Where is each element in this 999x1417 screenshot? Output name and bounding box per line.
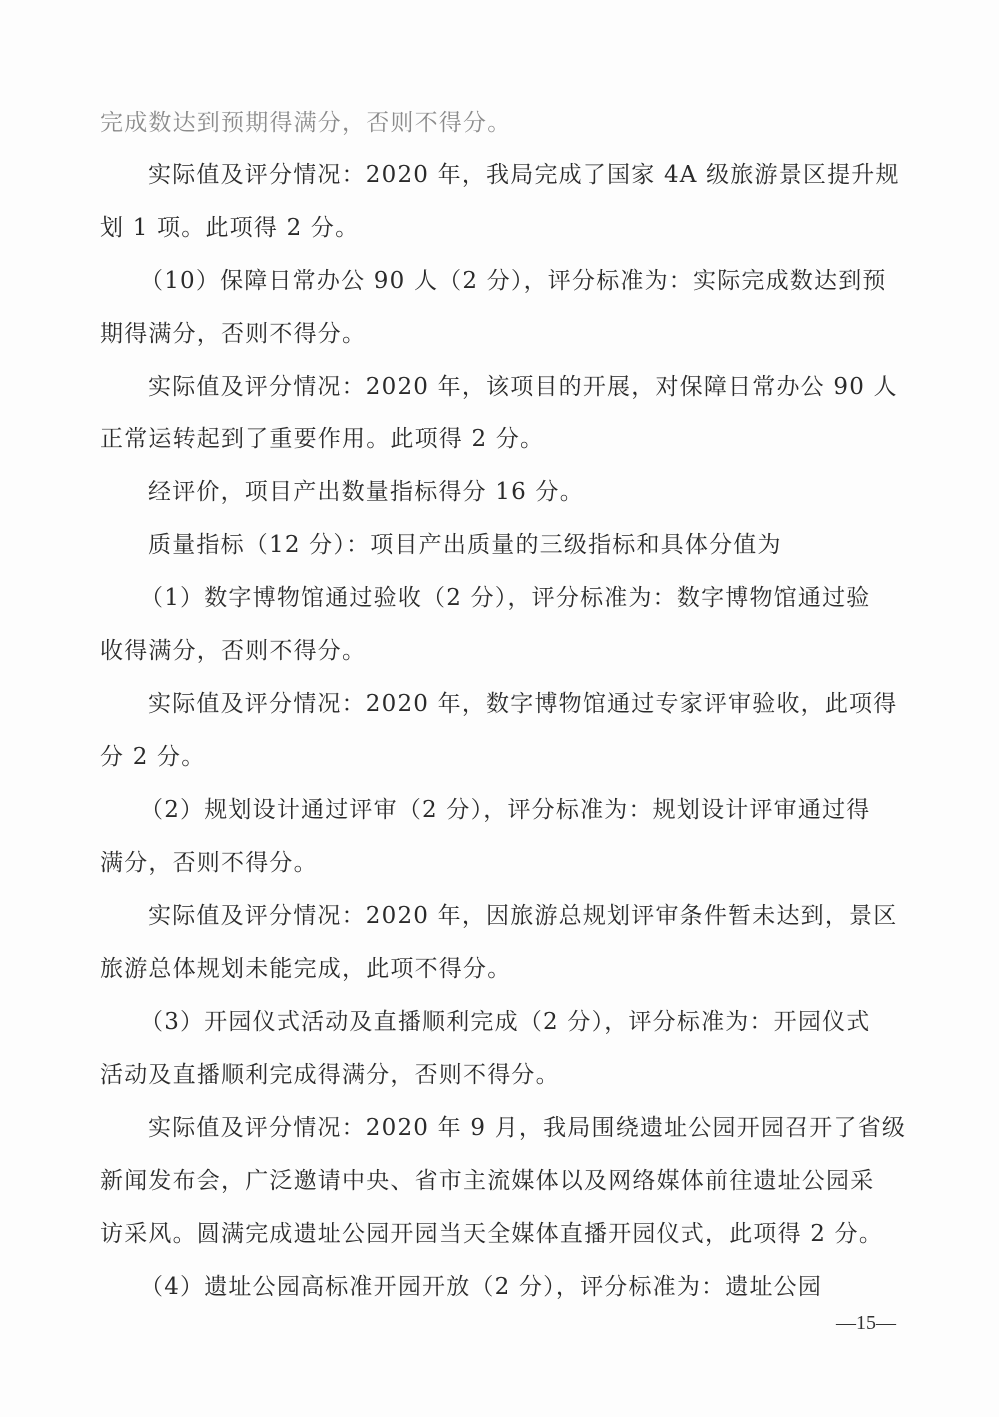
text-line: 正常运转起到了重要作用。此项得 2 分。 — [100, 426, 545, 452]
text-line: （2）规划设计通过评审（2 分），评分标准为：规划设计评审通过得 — [140, 797, 871, 823]
text-line: 实际值及评分情况：2020 年，数字博物馆通过专家评审验收，此项得 — [148, 691, 898, 717]
text-line: 实际值及评分情况：2020 年，该项目的开展，对保障日常办公 90 人 — [148, 374, 898, 400]
text-line: （3）开园仪式活动及直播顺利完成（2 分），评分标准为：开园仪式 — [140, 1009, 871, 1035]
text-line: 完成数达到预期得满分，否则不得分。 — [100, 110, 512, 136]
text-line: 访采风。圆满完成遗址公园开园当天全媒体直播开园仪式，此项得 2 分。 — [100, 1221, 884, 1247]
text-line: （4）遗址公园高标准开园开放（2 分），评分标准为：遗址公园 — [140, 1274, 823, 1300]
text-line: 旅游总体规划未能完成，此项不得分。 — [100, 956, 512, 982]
text-line: 实际值及评分情况：2020 年 9 月，我局围绕遗址公园开园召开了省级 — [148, 1115, 907, 1141]
text-line: 经评价，项目产出数量指标得分 16 分。 — [148, 479, 584, 505]
text-line: 新闻发布会，广泛邀请中央、省市主流媒体以及网络媒体前往遗址公园采 — [100, 1168, 875, 1194]
text-line: 收得满分，否则不得分。 — [100, 638, 367, 664]
text-line: 实际值及评分情况：2020 年，我局完成了国家 4A 级旅游景区提升规 — [148, 162, 900, 188]
text-line: 活动及直播顺利完成得满分，否则不得分。 — [100, 1062, 560, 1088]
text-line: （10）保障日常办公 90 人（2 分），评分标准为：实际完成数达到预 — [140, 268, 887, 294]
text-line: （1）数字博物馆通过验收（2 分），评分标准为：数字博物馆通过验 — [140, 585, 871, 611]
page-number: —15— — [836, 1312, 896, 1334]
text-line: 质量指标（12 分）：项目产出质量的三级指标和具体分值为 — [148, 532, 782, 558]
text-line: 分 2 分。 — [100, 744, 206, 770]
text-line: 期得满分，否则不得分。 — [100, 321, 367, 347]
text-line: 满分，否则不得分。 — [100, 850, 318, 876]
text-line: 实际值及评分情况：2020 年，因旅游总规划评审条件暂未达到，景区 — [148, 903, 898, 929]
text-line: 划 1 项。此项得 2 分。 — [100, 215, 360, 241]
